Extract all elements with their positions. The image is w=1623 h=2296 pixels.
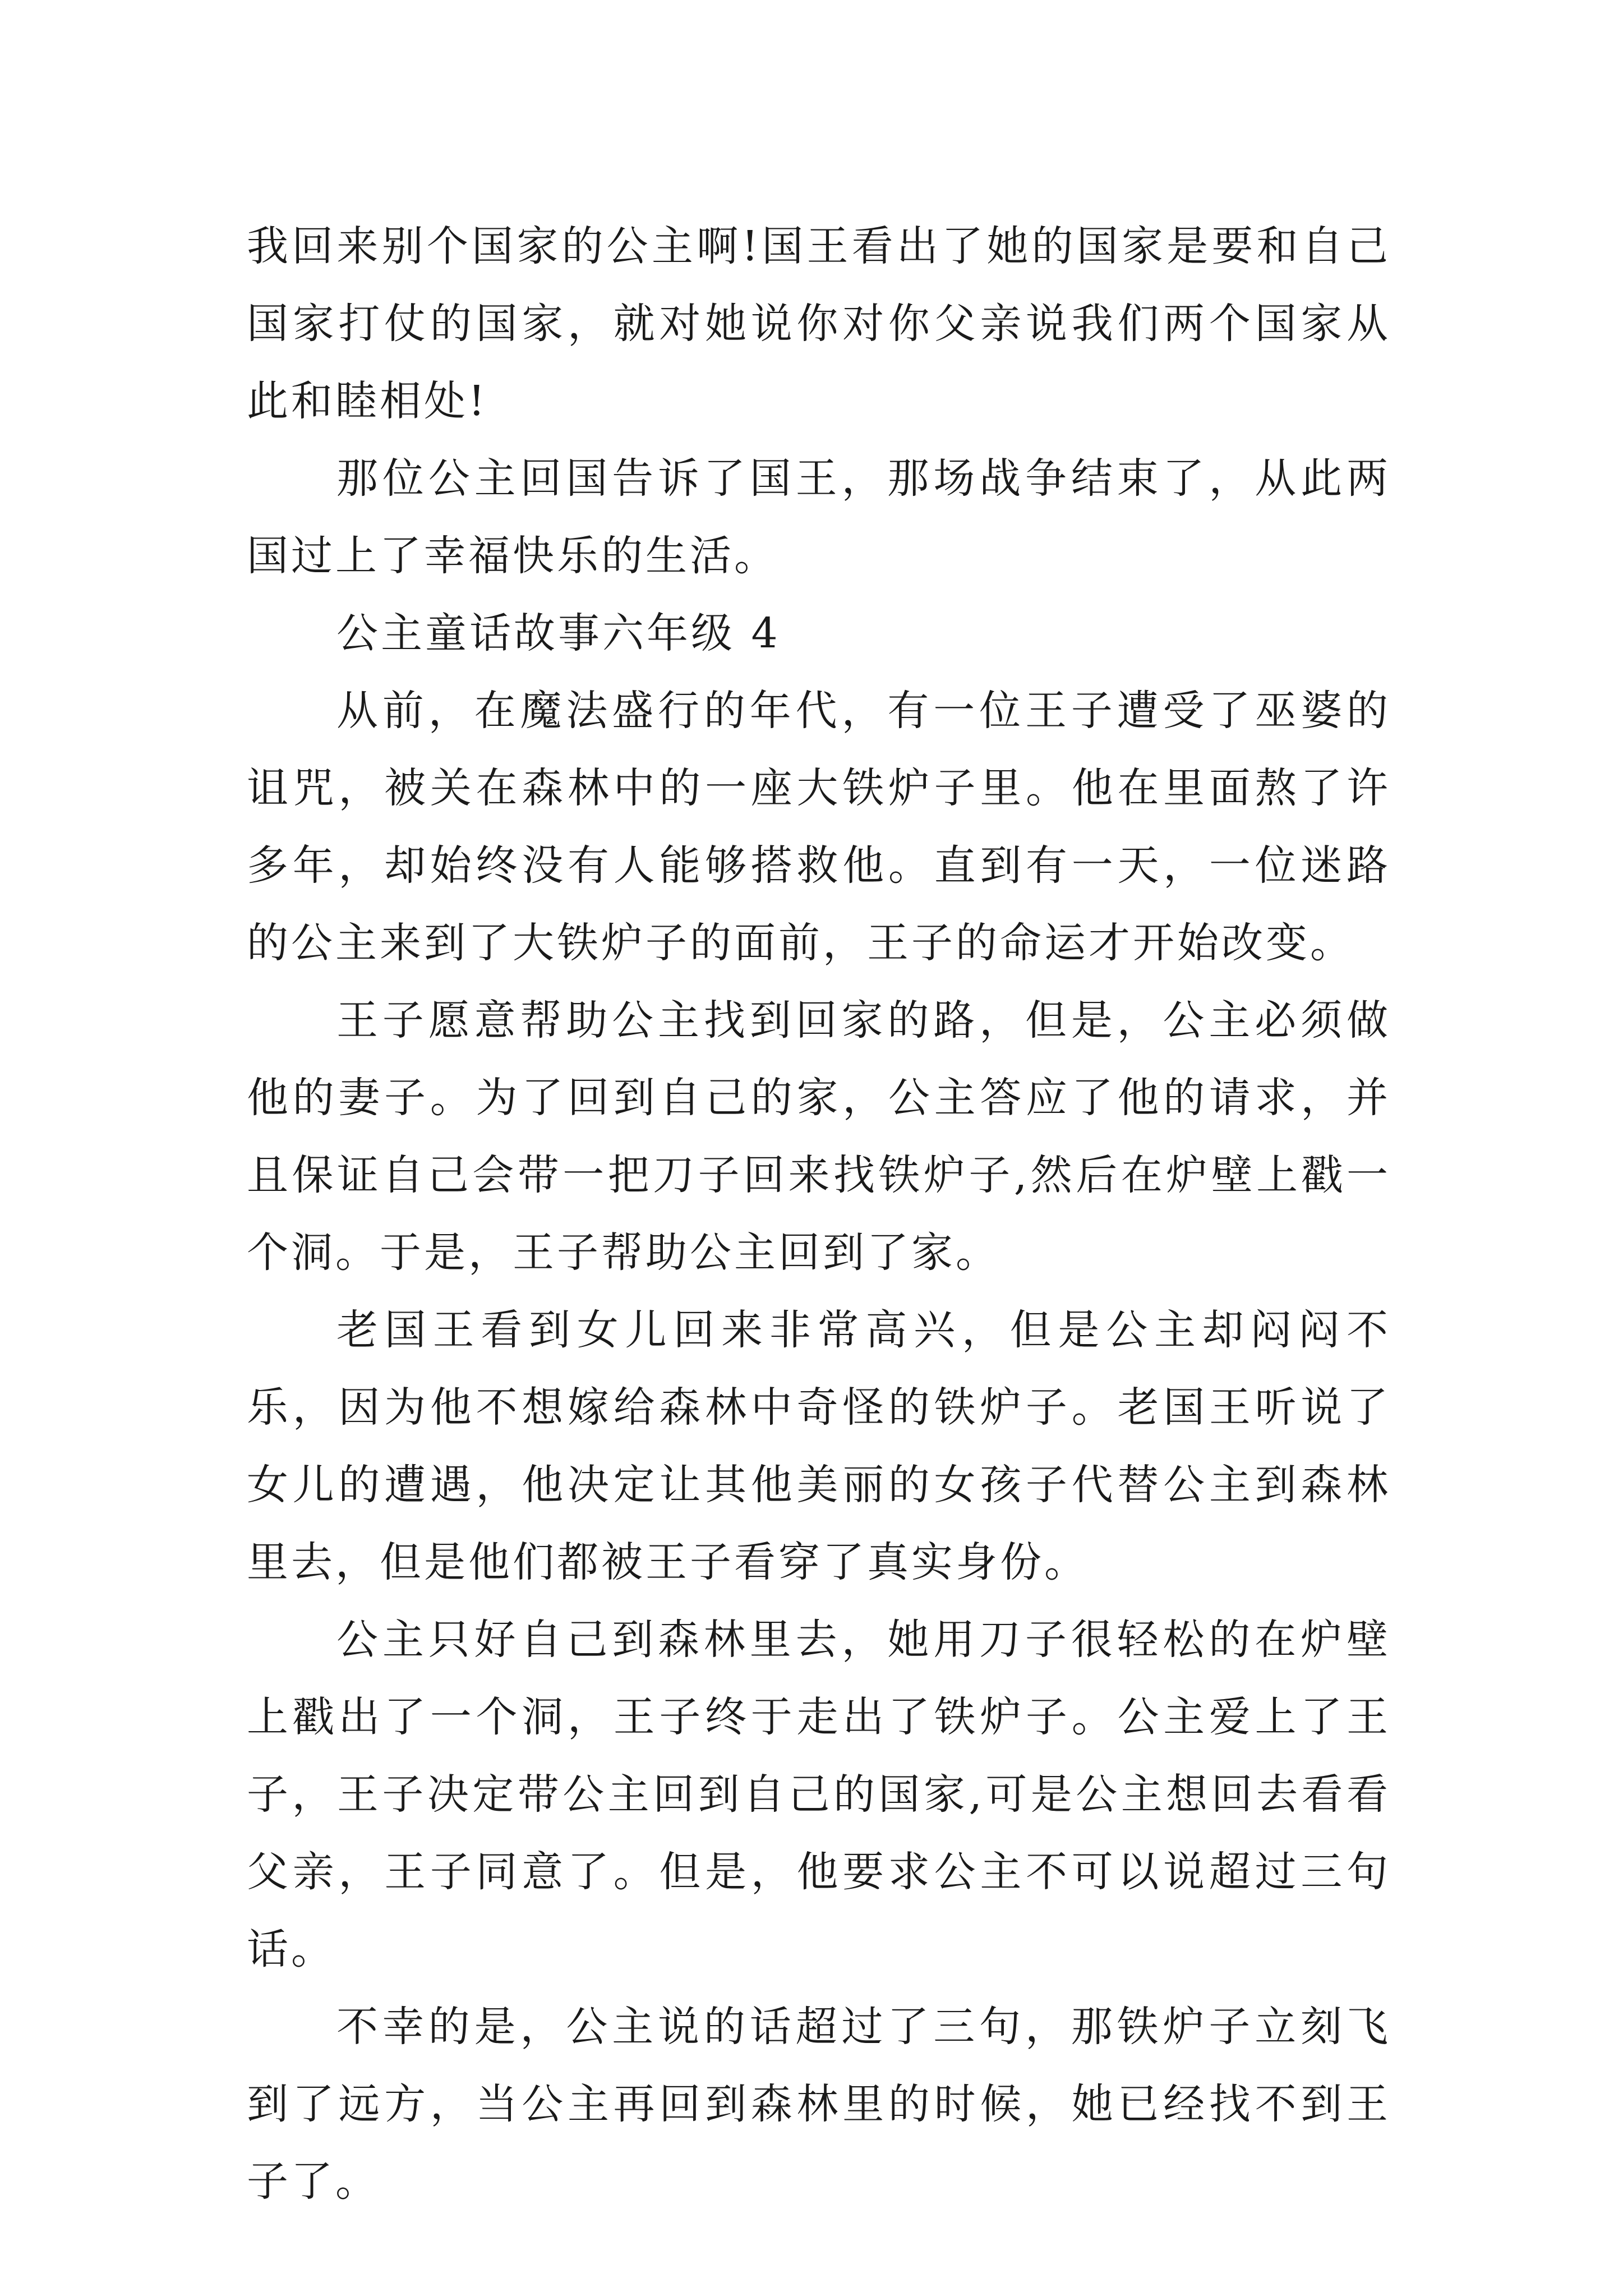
paragraph: 那位公主回国告诉了国王，那场战争结束了，从此两国过上了幸福快乐的生活。 xyxy=(247,454,1391,580)
paragraph: 王子愿意帮助公主找到回家的路，但是，公主必须做他的妻子。为了回到自己的家，公主答应了他的请求，并且保证自己会带一把刀子回来找铁炉子,然后在炉壁上戳一个洞。于是，王子帮助公主回到了家。 xyxy=(247,996,1391,1277)
section-heading: 公主童话故事六年级 4 xyxy=(336,609,781,657)
paragraph-continuation: 我回来别个国家的公主啊!国王看出了她的国家是要和自己国家打仗的国家，就对她说你对你父亲说我们两个国家从此和睦相处! xyxy=(247,222,1391,425)
document-body xyxy=(247,208,1391,2220)
paragraph: 公主只好自己到森林里去，她用刀子很轻松的在炉壁上戳出了一个洞，王子终于走出了铁炉子。公主爱上了王子，王子决定带公主回到自己的国家,可是公主想回去看看父亲，王子同意了。但是，他要求公主不可以说超过三句话。 xyxy=(247,1616,1391,1973)
paragraph: 从前，在魔法盛行的年代，有一位王子遭受了巫婆的诅咒，被关在森林中的一座大铁炉子里。他在里面熬了许多年，却始终没有人能够搭救他。直到有一天，一位迷路的公主来到了大铁炉子的面前，王子的命运才开始改变。 xyxy=(247,687,1391,967)
paragraph: 不幸的是，公主说的话超过了三句，那铁炉子立刻飞到了远方，当公主再回到森林里的时候，她已经找不到王子了。 xyxy=(247,2003,1391,2206)
paragraph: 老国王看到女儿回来非常高兴，但是公主却闷闷不乐，因为他不想嫁给森林中奇怪的铁炉子。老国王听说了女儿的遭遇，他决定让其他美丽的女孩子代替公主到森林里去，但是他们都被王子看穿了真实身份。 xyxy=(247,1306,1391,1586)
